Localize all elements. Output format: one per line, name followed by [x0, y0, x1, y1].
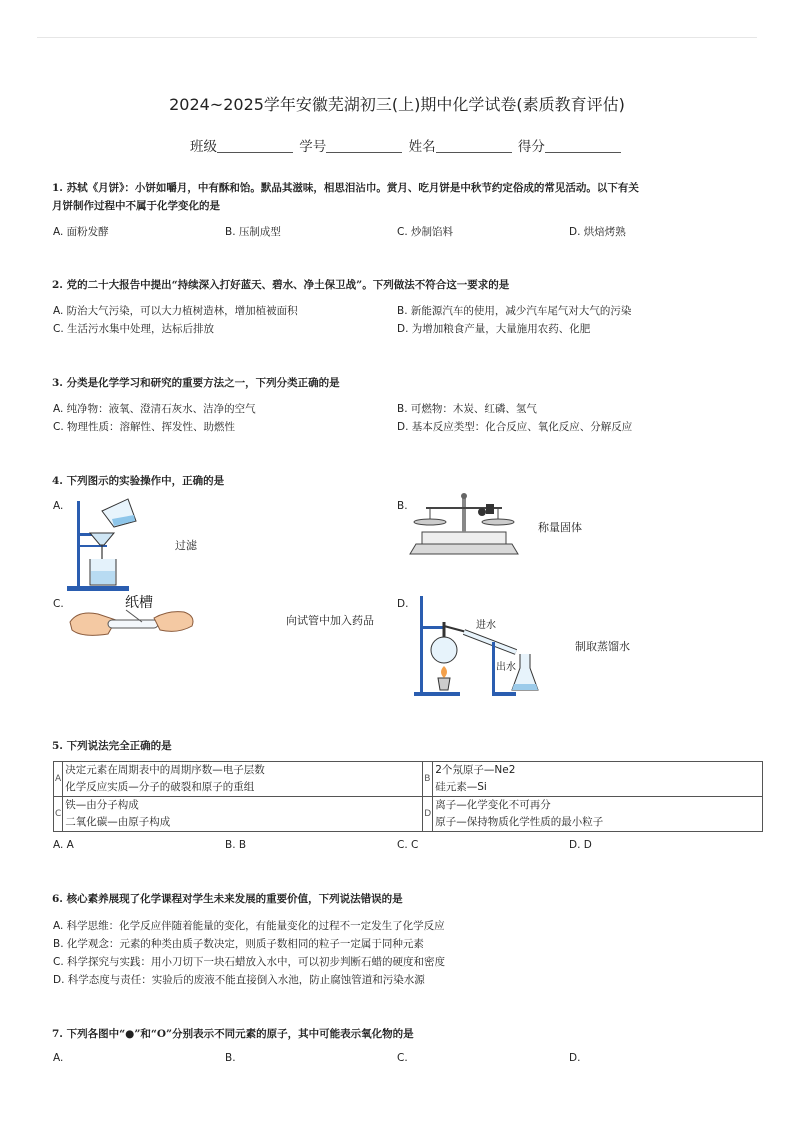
q3-option-d[interactable]: D. 基本反应类型：化合反应、氧化反应、分解反应	[397, 421, 633, 433]
q1-option-c[interactable]: C. 炒制馅料	[397, 226, 454, 238]
q5-key-c: C	[54, 797, 63, 832]
student-info-fields	[190, 135, 623, 155]
class-blank[interactable]	[217, 138, 293, 153]
q1-stem-line1: 1. 苏轼《月饼》：小饼如嚼月，中有酥和饴。默品其滋味，相思泪沾巾。赏月、吃月饼是中秋节约定俗成的常见活动。以下有关	[52, 182, 639, 194]
q5-option-a[interactable]: A. A	[53, 839, 74, 851]
q6-option-a[interactable]: A. 科学思维：化学反应伴随着能量的变化，有能量变化的过程不一定发生了化学反应	[53, 920, 445, 932]
q3-stem: 3. 分类是化学学习和研究的重要方法之一，下列分类正确的是	[52, 377, 340, 389]
q7-stem: 7. 下列各图中“●”和“O”分别表示不同元素的原子，其中可能表示氧化物的是	[52, 1028, 414, 1040]
q5-key-d: D	[423, 797, 433, 832]
q3-option-c[interactable]: C. 物理性质：溶解性、挥发性、助燃性	[53, 421, 236, 433]
q5-cell-d	[433, 797, 763, 832]
q7-option-c[interactable]: C.	[397, 1052, 408, 1064]
q2-stem: 2. 党的二十大报告中提出“持续深入打好蓝天、碧水、净土保卫战”。下列做法不符合这一要求的是	[52, 279, 510, 291]
q2-option-b[interactable]: B. 新能源汽车的使用，减少汽车尾气对大气的污染	[397, 305, 632, 317]
q5-cell-c	[63, 797, 423, 832]
q4-option-d-label[interactable]: D.	[397, 598, 409, 610]
q5-b-line2: 硅元素—Si	[435, 781, 487, 793]
q4-stem: 4. 下列图示的实验操作中，正确的是	[52, 475, 225, 487]
score-label: 得分	[517, 139, 545, 155]
q6-stem: 6. 核心素养展现了化学课程对学生未来发展的重要价值，下列说法错误的是	[52, 893, 403, 905]
caption-add-reagent: 向试管中加入药品	[286, 614, 374, 627]
q1-stem	[52, 179, 752, 215]
q5-d-line2: 原子—保持物质化学性质的最小粒子	[435, 816, 604, 828]
q7-option-b[interactable]: B.	[225, 1052, 236, 1064]
score-blank[interactable]	[545, 138, 621, 153]
q6-option-d[interactable]: D. 科学态度与责任：实验后的废液不能直接倒入水池，防止腐蚀管道和污染水源	[53, 974, 425, 986]
q5-a-line1: 决定元素在周期表中的周期序数—电子层数	[65, 764, 265, 776]
id-label: 学号	[299, 139, 327, 155]
q2-option-c[interactable]: C. 生活污水集中处理，达标后排放	[53, 323, 215, 335]
q6-option-c[interactable]: C. 科学探究与实践：用小刀切下一块石蜡放入水中，可以初步判断石蜡的硬度和密度	[53, 956, 446, 968]
test-tube-paper-figure	[68, 592, 200, 642]
q6-option-b[interactable]: B. 化学观念：元素的种类由质子数决定，则质子数相同的粒子一定属于同种元素	[53, 938, 424, 950]
filtration-figure	[62, 493, 152, 595]
q3-option-b[interactable]: B. 可燃物：木炭、红磷、氢气	[397, 403, 537, 415]
q5-a-line2: 化学反应实质—分子的破裂和原子的重组	[65, 781, 255, 793]
table-row	[54, 762, 763, 797]
q5-b-line1: 2个氖原子—Ne2	[435, 764, 516, 776]
q4-option-c-label[interactable]: C.	[53, 598, 64, 610]
page-title: 2024~2025学年安徽芜湖初三(上)期中化学试卷(素质教育评估)	[169, 95, 625, 114]
name-label: 姓名	[408, 139, 436, 155]
q7-option-a[interactable]: A.	[53, 1052, 64, 1064]
q4-option-b-label[interactable]: B.	[397, 500, 408, 512]
q5-option-c[interactable]: C. C	[397, 839, 419, 851]
q1-stem-line2: 月饼制作过程中不属于化学变化的是	[52, 200, 220, 212]
caption-weighing: 称量固体	[538, 521, 582, 534]
name-blank[interactable]	[436, 138, 512, 153]
q5-option-d[interactable]: D. D	[569, 839, 592, 851]
q2-option-a[interactable]: A. 防治大气污染，可以大力植树造林，增加植被面积	[53, 305, 298, 317]
q5-stem: 5. 下列说法完全正确的是	[52, 740, 172, 752]
water-out-label: 出水	[496, 662, 516, 673]
balance-figure	[408, 490, 523, 558]
distillation-figure	[408, 592, 548, 702]
q1-option-d[interactable]: D. 烘焙烤熟	[569, 226, 626, 238]
table-row	[54, 797, 763, 832]
q1-option-a[interactable]: A. 面粉发酵	[53, 226, 109, 238]
id-blank[interactable]	[326, 138, 402, 153]
q5-cell-b	[433, 762, 763, 797]
q1-option-b[interactable]: B. 压制成型	[225, 226, 281, 238]
q5-c-line2: 二氧化碳—由原子构成	[65, 816, 171, 828]
header-divider	[37, 37, 757, 38]
q5-option-b[interactable]: B. B	[225, 839, 247, 851]
water-in-label: 进水	[476, 620, 496, 631]
q5-cell-a	[63, 762, 423, 797]
caption-filtration: 过滤	[175, 539, 197, 552]
q2-option-d[interactable]: D. 为增加粮食产量，大量施用农药、化肥	[397, 323, 591, 335]
caption-distill: 制取蒸馏水	[575, 640, 630, 653]
q5-c-line1: 铁—由分子构成	[65, 799, 139, 811]
q5-table	[53, 761, 763, 832]
q5-d-line1: 离子—化学变化不可再分	[435, 799, 551, 811]
class-label: 班级	[190, 139, 217, 155]
q3-option-a[interactable]: A. 纯净物：液氧、澄清石灰水、洁净的空气	[53, 403, 256, 415]
q5-key-a: A	[54, 762, 63, 797]
q5-key-b: B	[423, 762, 433, 797]
q7-option-d[interactable]: D.	[569, 1052, 581, 1064]
q4-option-a-label[interactable]: A.	[53, 500, 64, 512]
paper-trough-label: 纸槽	[125, 595, 153, 611]
